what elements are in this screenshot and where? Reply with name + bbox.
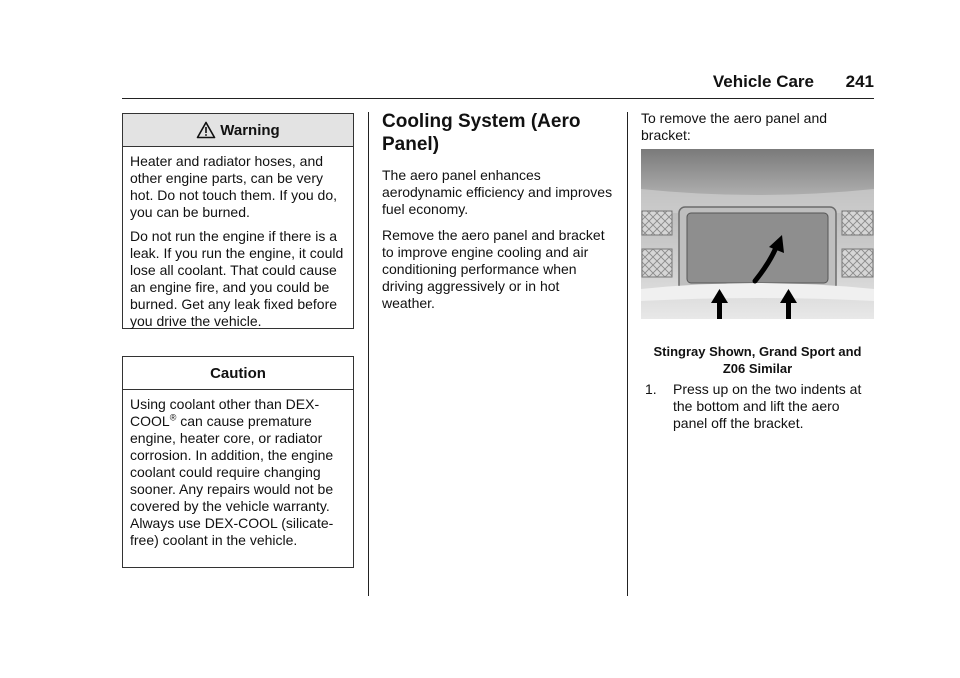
section-column <box>382 110 614 321</box>
warning-paragraph: Heater and radiator hoses, and other engine parts, can be very hot. Do not touch them. If you do, you can be burned. <box>130 153 338 220</box>
page-header <box>122 70 874 99</box>
procedure-intro: To remove the aero panel and bracket: <box>641 110 828 143</box>
step-number: 1. <box>645 381 657 397</box>
section-title: Cooling System (Aero Panel) <box>382 111 581 155</box>
caution-body <box>123 390 353 549</box>
warning-paragraph: Do not run the engine if there is a leak. If you run the engine, it could lose all coolant. That could cause an engine fire, and you could be burned. Get any leak fixed before you drive the vehicle. <box>130 228 344 329</box>
caution-header <box>123 357 353 390</box>
caution-paragraph <box>130 396 346 549</box>
page-number: 241 <box>845 72 874 91</box>
procedure-column <box>641 110 875 144</box>
column-divider <box>368 112 369 596</box>
step-text: Press up on the two indents at the bottom and lift the aero panel off the bracket. <box>673 381 862 431</box>
warning-triangle-icon <box>196 121 216 139</box>
aero-panel-illustration <box>641 149 874 319</box>
caution-box <box>122 356 354 568</box>
warning-box <box>122 113 354 329</box>
caution-title: Caution <box>210 364 266 382</box>
section-paragraph: The aero panel enhances aerodynamic efficiency and improves fuel economy. <box>382 167 613 217</box>
column-divider <box>627 112 628 596</box>
section-header-title: Vehicle Care <box>712 72 814 91</box>
section-paragraph: Remove the aero panel and bracket to improve engine cooling and air conditioning performance when driving aggressively or in hot weather. <box>382 227 605 311</box>
registered-mark: ® <box>169 412 177 423</box>
caution-text-start: Using coolant other than DEX-COOL <box>130 396 320 429</box>
warning-header <box>123 114 353 147</box>
procedure-step <box>641 381 875 432</box>
warning-title: Warning <box>220 121 280 139</box>
figure-caption: Stingray Shown, Grand Sport and Z06 Similar <box>653 344 862 376</box>
caution-text-rest: can cause premature engine, heater core, or radiator corrosion. In addition, the engine coolant could require changing sooner. Any repairs would not be covered by the vehicle warranty. Always use DEX-COOL (silicate-free) coolant in the vehicle. <box>130 413 334 548</box>
warning-body <box>123 147 353 330</box>
